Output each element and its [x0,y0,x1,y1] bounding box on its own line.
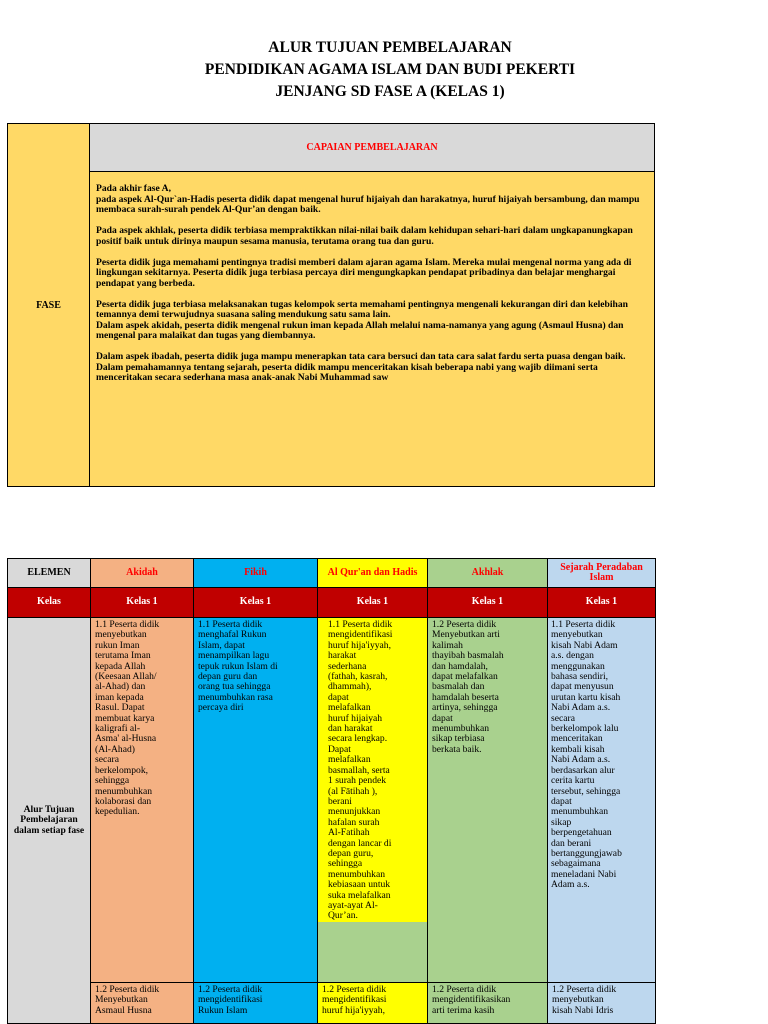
capaian-paragraph: Dalam aspek ibadah, peserta didik juga mampu menerapkan tata cara bersuci dan tata cara salat fardu serta puasa dengan baik. Dalam pemahamannya tentang sejarah, peserta didik mampu menceritakan kisah beberapa nabi yang wajib diimani serta menceritakan secara sederhana masa anak-anak Nabi Muhammad saw [96,351,626,383]
capaian-paragraph: Pada akhir fase A, pada aspek Al-Qur`an-Hadis peserta didik dapat mengenal huruf hijaiyah dan harakatnya, huruf hijaiyah bersambung, dan mampu membaca surah-surah pendek Al-Qur’an dengan baik. [96,183,640,215]
title-line-3: JENJANG SD FASE A (KELAS 1) [275,83,505,100]
atp-row-1 [8,618,656,983]
kelas-row [8,588,656,618]
cell-text: 1.2 Peserta didik mengidentifikasi huruf hija'iyyah, [322,984,387,1016]
cell-text: 1.1 Peserta didik menyebutkan rukun Iman terutama Iman kepada Allah (Keesaan Allah/ al-Ahad) dan iman kepada Rasul. Dapat membuat karya kaligrafi al- Asma' al-Husna (Al-Ahad) secara berkelompok, sehingga menumbuhkan kolaborasi dan kepedulian. [95,619,160,818]
cell-text: 1.1 Peserta didik menghafal Rukun Islam, dapat menampilkan lagu tepuk rukun Islam di depan guru dan orang tua sehingga menumbuhkan rasa percaya diri [198,619,278,714]
header-elemen: ELEMEN [8,559,91,588]
atp-header-row [8,559,656,588]
header-akidah: Akidah [91,559,194,588]
kelas-label: Kelas [8,588,91,618]
cell-akhlak-2 [428,983,548,1024]
capaian-paragraph: Peserta didik juga terbiasa melaksanakan tugas kelompok serta memahami pentingnya mengenali kekurangan diri dan kelebihan temannya demi terwujudnya suasana saling mendukung satu sama lain. Dalam aspek akidah, peserta didik mengenal rukun iman kepada Allah melalui nama-namanya yang agung (Asmaul Husna) dan mengenal para malaikat dan tugas yang diembannya. [96,298,628,341]
header-sejarah: Sejarah Peradaban Islam [548,559,656,588]
title-line-1: ALUR TUJUAN PEMBELAJARAN [268,39,512,56]
header-akhlak: Akhlak [428,559,548,588]
kelas-akidah: Kelas 1 [91,588,194,618]
capaian-paragraph: Peserta didik juga memahami pentingnya tradisi memberi dalam ajaran agama Islam. Mereka mulai mengenal norma yang ada di lingkungan sekitarnya. Peserta didik juga terbiasa percaya diri mengungkapkan pendapat pribadinya dan belajar menghargai pendapat yang berbeda. [96,256,632,289]
kelas-akhlak: Kelas 1 [428,588,548,618]
kelas-fikih: Kelas 1 [194,588,318,618]
cell-text: 1.2 Peserta didik Menyebutkan arti kalimah thayibah basmalah dan hamdalah, dapat melafalkan basmalah dan hamdalah beserta artinya, sehingga dapat menumbuhkan sikap terbiasa berkata baik. [432,619,504,755]
cell-text: 1.2 Peserta didik mengidentifikasikan arti terima kasih [432,984,511,1016]
fase-label: FASE [8,124,90,486]
cell-akhlak-1 [428,618,548,983]
cell-sejarah-2 [548,983,656,1024]
cell-text: 1.2 Peserta didik mengidentifikasi Rukun Islam [198,984,263,1016]
cell-quran-1-wrap [318,618,428,983]
cell-text: 1.2 Peserta didik menyebutkan kisah Nabi Idris [552,984,617,1016]
title-line-2: PENDIDIKAN AGAMA ISLAM DAN BUDI PEKERTI [204,61,576,78]
cell-fikih-1 [194,618,318,983]
kelas-sejarah: Kelas 1 [548,588,656,618]
atp-table [7,558,656,1024]
atp-row-label-text: Alur Tujuan Pembelajaran dalam setiap fase [13,803,85,836]
capaian-paragraph: Pada aspek akhlak, peserta didik terbiasa mempraktikkan nilai-nilai baik dalam kehidupan sehari-hari dalam ungkapanungkapan positif baik untuk dirinya maupun sesama manusia, terutama orang tua dan guru. [96,225,633,247]
cell-text: 1.2 Peserta didik Menyebutkan Asmaul Husna [95,984,160,1016]
cell-text: 1.1 Peserta didik mengidentifikasi huruf hija'iyyah, harakat sederhana (fathah, kasrah, dhammah), dapat melafalkan huruf hijaiyah dan harakat secara lengkap. Dapat melafalkan basmallah, serta 1 surah pendek (al Fātihah ), berani menunjukkan hafalan surah Al-Fatihah dengan lancar di depan guru, sehingga menumbuhkan kebiasaan untuk suka melafalkan ayat-ayat Al- Qur’an. [318,618,427,922]
header-quran: Al Qur'an dan Hadis [318,559,428,588]
capaian-table [7,123,655,487]
atp-row-label [8,618,91,1024]
cell-text: 1.1 Peserta didik menyebutkan kisah Nabi Adam a.s. dengan menggunakan bahasa sendiri, dapat menyusun urutan kartu kisah Nabi Adam a.s. secara berkelompok lalu menceritakan kembali kisah Nabi Adam a.s. berdasarkan alur cerita kartu tersebut, sehingga dapat menumbuhkan sikap berpengetahuan dan berani bertanggungjawab sebagaimana meneladani Nabi Adam a.s. [551,619,622,891]
cell-fikih-2 [194,983,318,1024]
cell-quran-2 [318,983,428,1024]
header-fikih: Fikih [194,559,318,588]
cell-akidah-2 [91,983,194,1024]
capaian-body [90,172,654,486]
document-title [0,37,768,103]
cell-sejarah-1 [548,618,656,983]
atp-row-2 [8,983,656,1024]
capaian-header: CAPAIAN PEMBELAJARAN [90,124,654,172]
cell-akidah-1 [91,618,194,983]
kelas-quran: Kelas 1 [318,588,428,618]
